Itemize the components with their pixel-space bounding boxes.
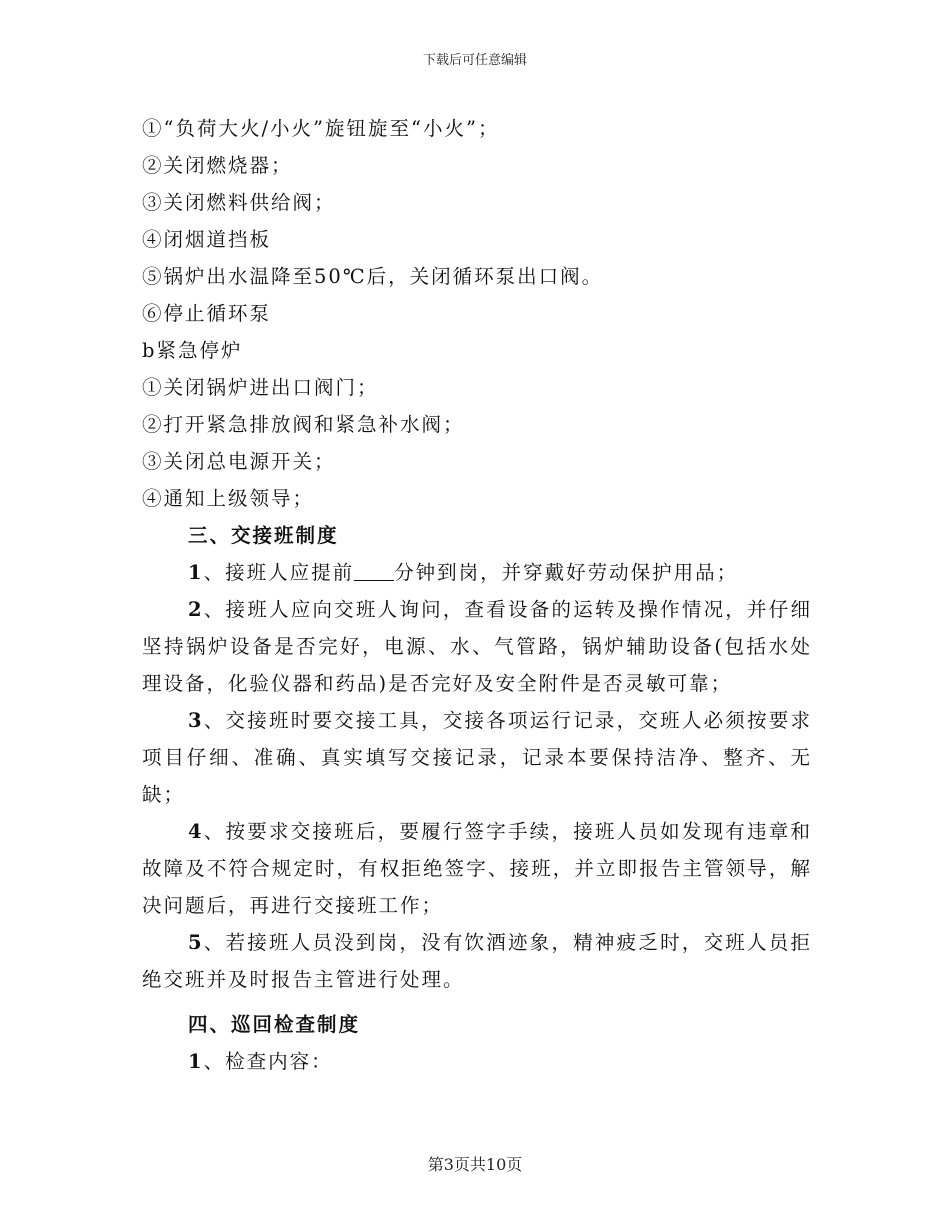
- fill-in-blank: [354, 560, 394, 581]
- normal-stop-step-5: ⑤锅炉出水温降至50℃后，关闭循环泵出口阀。: [142, 265, 604, 288]
- section-4-item-1-number: 1: [188, 1050, 204, 1073]
- section-3-title: 三、交接班制度: [188, 524, 339, 547]
- emergency-stop-title: b紧急停炉: [142, 339, 243, 362]
- section-3-item-3: [142, 702, 812, 813]
- emergency-stop-step-1: ①关闭锅炉进出口阀门；: [142, 376, 379, 399]
- emergency-stop-step-2: ②打开紧急排放阀和紧急补水阀；: [142, 413, 465, 436]
- section-4-item-1: [142, 1043, 812, 1080]
- section-3-item-2-number: 2: [188, 598, 204, 621]
- section-3-item-5-text: 、若接班人员没到岗，没有饮酒迹象，精神疲乏时，交班人员拒绝交班并及时报告主管进行处理。: [142, 931, 812, 991]
- section-3-item-1-number: 1: [188, 561, 204, 584]
- emergency-stop-step-3: ③关闭总电源开关；: [142, 450, 336, 473]
- emergency-stop-step-4: ④通知上级领导；: [142, 487, 315, 510]
- normal-stop-step-4: ④闭烟道挡板: [142, 228, 272, 251]
- normal-stop-step-6: ⑥停止循环泵: [142, 302, 272, 325]
- section-3-item-1-text-before: 、接班人应提前: [203, 561, 355, 584]
- normal-stop-step-2: ②关闭燃烧器；: [142, 154, 293, 177]
- section-3-item-2-text: 、接班人应向交班人询问，查看设备的运转及操作情况，并仔细坚持锅炉设备是否完好，电源、水、气管路，锅炉辅助设备(包括水处理设备，化验仪器和药品)是否完好及安全附件是否灵敏可靠；: [142, 598, 812, 695]
- page-footer: 第3页共10页: [427, 1155, 523, 1174]
- section-spacer: [142, 998, 812, 1006]
- normal-stop-step-3: ③关闭燃料供给阀；: [142, 191, 336, 214]
- section-3-item-4: [142, 813, 812, 924]
- section-4-title: 四、巡回检查制度: [188, 1013, 361, 1036]
- section-3-item-2: [142, 591, 812, 702]
- section-3-item-4-text: 、按要求交接班后，要履行签字手续，接班人员如发现有违章和故障及不符合规定时，有权拒绝签字、接班，并立即报告主管领导，解决问题后，再进行交接班工作；: [142, 820, 812, 917]
- section-3-item-3-text: 、交接班时要交接工具，交接各项运行记录，交班人必须按要求项目仔细、准确、真实填写交接记录，记录本要保持洁净、整齐、无缺；: [142, 709, 812, 806]
- document-body: [142, 110, 812, 1080]
- page-header: 下载后可任意编辑: [422, 53, 527, 68]
- section-4-item-1-text: 、检查内容：: [203, 1050, 333, 1073]
- normal-stop-step-1: ①“负荷大火/小火”旋钮旋至“小火”；: [142, 117, 500, 140]
- section-3-item-1-text-after: 分钟到岗，并穿戴好劳动保护用品；: [394, 561, 739, 584]
- section-3-item-1: [142, 554, 812, 591]
- section-3-item-4-number: 4: [188, 820, 204, 843]
- section-3-item-5: [142, 924, 812, 998]
- section-3-item-5-number: 5: [188, 931, 204, 954]
- section-3-item-3-number: 3: [188, 709, 204, 732]
